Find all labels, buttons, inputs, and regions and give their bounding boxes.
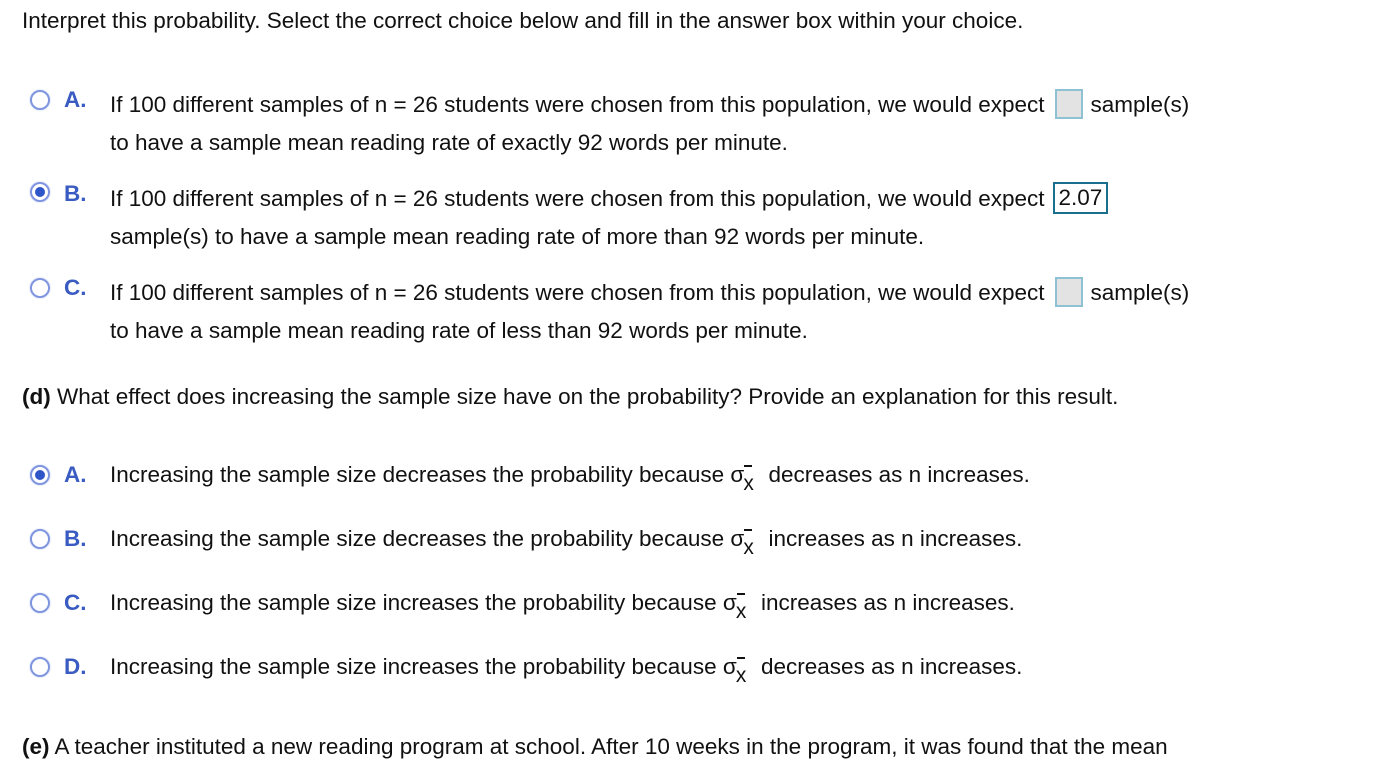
question-text: What effect does increasing the sample size have on the probability? Provide an explanation for this result. xyxy=(50,384,1119,409)
option-text xyxy=(110,589,1015,623)
option-text-after: sample(s) xyxy=(1090,92,1190,117)
option-text-after: sample(s) xyxy=(1090,280,1190,305)
sigma-xbar-symbol xyxy=(722,589,747,623)
xbar-subscript: x xyxy=(743,472,754,495)
radio-option-d[interactable] xyxy=(30,657,50,677)
radio-option-a[interactable] xyxy=(30,90,50,110)
option-text-line1 xyxy=(110,91,1189,119)
instruction-text: Interpret this probability. Select the correct choice below and fill in the answer box within your choice. xyxy=(22,8,1024,33)
option-letter: B. xyxy=(64,181,87,206)
xbar-overline xyxy=(744,529,752,531)
radio-option-b[interactable] xyxy=(30,529,50,549)
option-text-before: Increasing the sample size increases the probability because xyxy=(110,654,717,679)
option-text-line1 xyxy=(110,185,1108,214)
part-e-text xyxy=(22,733,1168,761)
option-text-before: Increasing the sample size decreases the probability because xyxy=(110,462,725,487)
xbar-subscript: x xyxy=(743,536,754,559)
option-text-after: increases as n increases. xyxy=(768,526,1023,551)
sigma-xbar-symbol xyxy=(730,461,754,495)
option-letter: A. xyxy=(64,462,87,487)
xbar-overline xyxy=(737,593,745,595)
option-text-after: decreases as n increases. xyxy=(768,462,1030,487)
part-label: (d) xyxy=(22,384,51,409)
part-label: (e) xyxy=(22,734,50,759)
option-letter: C. xyxy=(64,590,87,615)
option-text: If 100 different samples of n = 26 students were chosen from this population, we would expect xyxy=(110,280,1045,305)
option-text-before: Increasing the sample size decreases the probability because xyxy=(110,526,725,551)
option-text-line2: to have a sample mean reading rate of less than 92 words per minute. xyxy=(110,318,808,343)
radio-option-b[interactable] xyxy=(30,182,50,202)
radio-option-c[interactable] xyxy=(30,593,50,613)
sigma-xbar-symbol xyxy=(722,653,747,687)
option-text-line2: sample(s) to have a sample mean reading rate of more than 92 words per minute. xyxy=(110,224,925,249)
sigma: σ xyxy=(730,526,745,551)
part-d-question xyxy=(22,383,1118,411)
answer-box[interactable] xyxy=(1055,89,1083,119)
answer-box-filled[interactable]: 2.07 xyxy=(1053,182,1109,214)
option-text xyxy=(110,461,1030,495)
option-text-line1 xyxy=(110,279,1189,307)
option-text-after: decreases as n increases. xyxy=(761,654,1023,679)
sigma: σ xyxy=(722,590,737,615)
question-text: A teacher instituted a new reading program at school. After 10 weeks in the program, it was found that the mean xyxy=(49,734,1168,759)
option-text-after: increases as n increases. xyxy=(761,590,1015,615)
option-text xyxy=(110,525,1023,559)
option-letter: B. xyxy=(64,526,87,551)
sigma: σ xyxy=(730,462,745,487)
option-text-line2: to have a sample mean reading rate of exactly 92 words per minute. xyxy=(110,130,788,155)
option-letter: C. xyxy=(64,275,87,300)
radio-option-c[interactable] xyxy=(30,278,50,298)
xbar-overline xyxy=(744,465,752,467)
xbar-overline xyxy=(737,657,745,659)
radio-option-a[interactable] xyxy=(30,465,50,485)
option-letter: A. xyxy=(64,87,87,112)
option-text-before: Increasing the sample size increases the probability because xyxy=(110,590,717,615)
option-text: If 100 different samples of n = 26 students were chosen from this population, we would expect xyxy=(110,92,1045,117)
option-text xyxy=(110,653,1023,687)
sigma-xbar-symbol xyxy=(730,525,754,559)
xbar-subscript: x xyxy=(735,664,747,687)
option-text: If 100 different samples of n = 26 students were chosen from this population, we would expect xyxy=(110,186,1045,211)
sigma: σ xyxy=(722,654,737,679)
xbar-subscript: x xyxy=(735,600,747,623)
answer-box[interactable] xyxy=(1055,277,1083,307)
option-letter: D. xyxy=(64,654,87,679)
